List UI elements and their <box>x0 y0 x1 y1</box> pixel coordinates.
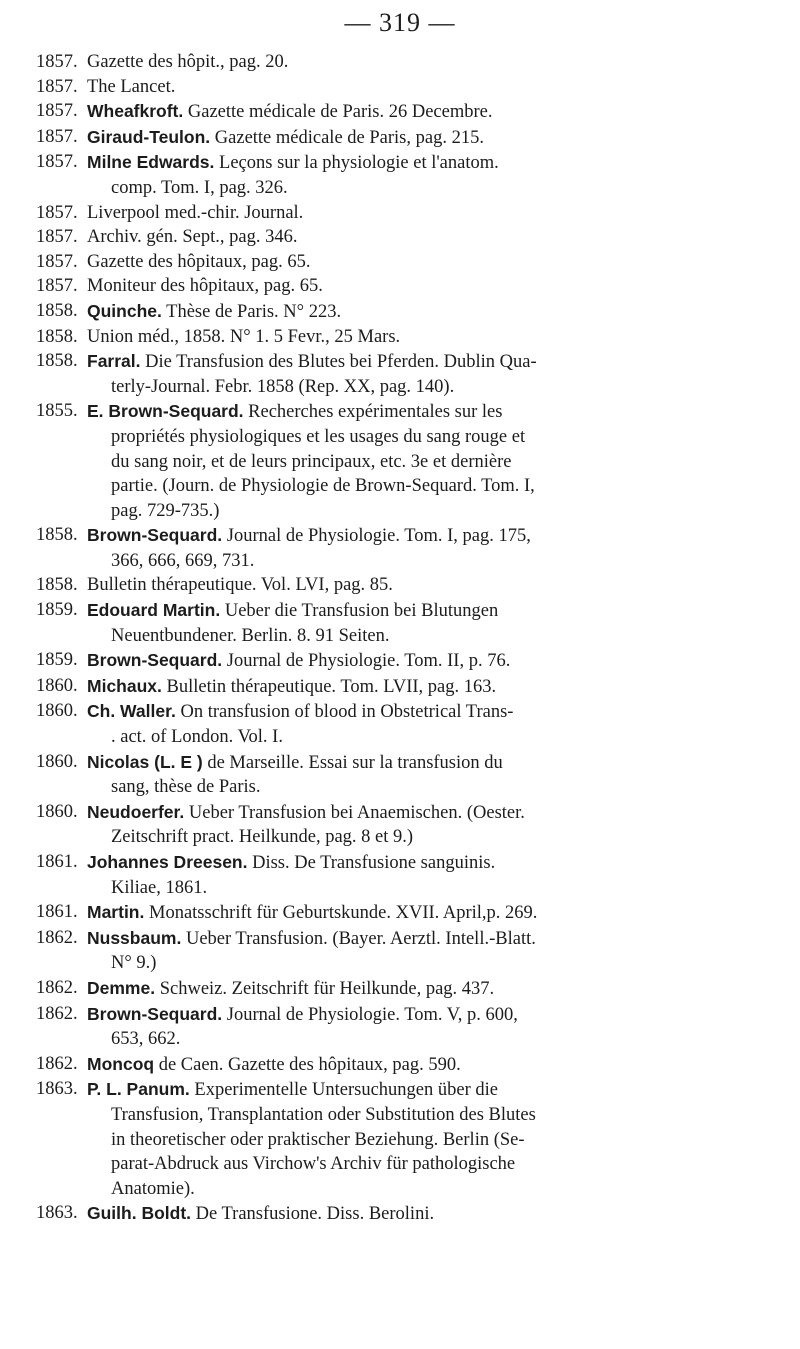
entry-line-text: The Lancet. <box>87 76 176 97</box>
entry-author: Brown-Sequard. <box>87 650 223 671</box>
entry-text <box>87 125 776 151</box>
entry-line-text: Journal de Physiologie. Tom. V, p. 600, <box>226 1004 518 1025</box>
bibliography-entry <box>36 800 776 850</box>
entry-line-text: 366, 666, 669, 731. <box>111 550 255 571</box>
entry-line <box>87 900 776 926</box>
entry-line <box>87 674 776 700</box>
entry-line <box>87 325 776 350</box>
entry-text <box>87 573 776 598</box>
entry-line <box>87 1201 776 1227</box>
entry-author: Brown-Sequard. <box>87 525 223 546</box>
entry-author: Ch. Waller. <box>87 701 176 722</box>
entry-line-text: du sang noir, et de leurs principaux, etc. 3e et dernière <box>111 451 512 472</box>
entry-line <box>87 125 776 151</box>
entry-line <box>87 1077 776 1103</box>
entry-year: 1858. <box>36 326 78 347</box>
entry-line-text: propriétés physiologiques et les usages du sang rouge et <box>111 426 526 447</box>
entry-line-text: Gazette médicale de Paris, pag. 215. <box>214 127 484 148</box>
entry-author: Edouard Martin. <box>87 600 221 621</box>
entry-author: Martin. <box>87 902 145 923</box>
entry-text <box>87 900 776 926</box>
bibliography-entry <box>36 699 776 749</box>
entry-text <box>87 1201 776 1227</box>
bibliography-entry <box>36 1002 776 1052</box>
bibliography-entry <box>36 850 776 900</box>
bibliography-entry <box>36 900 776 926</box>
bibliography-entry <box>36 750 776 800</box>
bibliography-entry <box>36 225 776 250</box>
entry-line <box>87 1128 776 1153</box>
entry-line <box>87 1103 776 1128</box>
entry-line <box>87 951 776 976</box>
page-number: — 319 — <box>344 8 456 37</box>
entry-author: Milne Edwards. <box>87 152 215 173</box>
entry-line-text: 653, 662. <box>111 1029 181 1050</box>
entry-year: 1863. <box>36 1203 78 1224</box>
entry-author: Brown-Sequard. <box>87 1003 223 1024</box>
entry-text <box>87 349 776 399</box>
entry-year: 1857. <box>36 251 78 272</box>
bibliography-entry <box>36 75 776 100</box>
entry-author: Johannes Dreesen. <box>87 852 248 872</box>
entry-text <box>87 50 776 75</box>
entry-line <box>87 1177 776 1202</box>
entry-line-text: Ueber Transfusion. (Bayer. Aerztl. Intell.-Blatt. <box>185 928 536 949</box>
entry-line-text: On transfusion of blood in Obstetrical Trans- <box>180 702 514 723</box>
entry-year: 1861. <box>36 852 78 872</box>
entry-line <box>87 176 776 201</box>
entry-line <box>87 800 776 826</box>
entry-line-text: Diss. De Transfusione sanguinis. <box>252 853 496 873</box>
bibliography-entry <box>36 648 776 674</box>
entry-line-text: Gazette des hôpitaux, pag. 65. <box>87 251 311 272</box>
bibliography-entry <box>36 99 776 125</box>
bibliography-entry <box>36 349 776 399</box>
entry-author: Nicolas (L. E ) <box>87 751 203 772</box>
entry-line <box>87 825 776 850</box>
entry-line <box>87 75 776 100</box>
entry-line-text: comp. Tom. I, pag. 326. <box>111 177 288 198</box>
entry-line <box>87 474 776 499</box>
entry-year: 1858. <box>36 525 78 546</box>
bibliography-entry <box>36 976 776 1002</box>
entry-text <box>87 75 776 100</box>
bibliography-entry <box>36 299 776 325</box>
entry-line <box>87 624 776 649</box>
bibliography-entry <box>36 201 776 226</box>
entry-line <box>87 225 776 250</box>
entry-line <box>87 250 776 275</box>
entry-year: 1859. <box>36 650 78 671</box>
entry-line-text: Leçons sur la physiologie et l'anatom. <box>219 153 499 174</box>
entry-year: 1858. <box>36 575 78 596</box>
entry-text <box>87 299 776 325</box>
entry-line <box>87 274 776 299</box>
entry-line-text: Kiliae, 1861. <box>111 877 208 898</box>
entry-line-text: Gazette des hôpit., pag. 20. <box>87 52 289 72</box>
entry-line-text: Experimentelle Untersuchungen über die <box>194 1080 498 1101</box>
entry-line-text: Bulletin thérapeutique. Vol. LVI, pag. 85. <box>87 575 393 596</box>
entry-line <box>87 926 776 952</box>
entry-author: Guilh. Boldt. <box>87 1203 192 1224</box>
entry-text <box>87 850 776 900</box>
entry-line <box>87 399 776 425</box>
entry-line <box>87 876 776 901</box>
entry-text <box>87 926 776 976</box>
entry-author: Farral. <box>87 351 141 372</box>
entry-year: 1857. <box>36 152 78 173</box>
bibliography-entry <box>36 598 776 648</box>
entry-year: 1862. <box>36 927 78 948</box>
entry-line <box>87 499 776 524</box>
entry-text <box>87 250 776 275</box>
entry-line-text: partie. (Journ. de Physiologie de Brown-Sequard. Tom. I, <box>111 476 535 497</box>
entry-author: Wheafkroft. <box>87 101 184 122</box>
bibliography-entry <box>36 50 776 75</box>
entry-line <box>87 1052 776 1078</box>
entry-year: 1860. <box>36 701 78 722</box>
entry-text <box>87 1077 776 1201</box>
entry-text <box>87 750 776 800</box>
entry-line <box>87 1027 776 1052</box>
entry-year: 1857. <box>36 126 78 147</box>
entry-line-text: Zeitschrift pract. Heilkunde, pag. 8 et 9.) <box>111 827 414 848</box>
entry-line <box>87 750 776 776</box>
entry-year: 1863. <box>36 1079 78 1100</box>
entry-year: 1857. <box>36 76 78 97</box>
entry-text <box>87 1052 776 1078</box>
bibliography-entry <box>36 926 776 976</box>
bibliography-list <box>36 50 776 1227</box>
entry-line <box>87 150 776 176</box>
entry-text <box>87 201 776 226</box>
entry-line <box>87 299 776 325</box>
bibliography-entry <box>36 674 776 700</box>
entry-line-text: de Marseille. Essai sur la transfusion du <box>207 752 503 773</box>
entry-year: 1857. <box>36 276 78 297</box>
entry-year: 1858. <box>36 351 78 372</box>
entry-line <box>87 725 776 750</box>
entry-year: 1860. <box>36 751 78 772</box>
entry-line-text: Transfusion, Transplantation oder Substitution des Blutes <box>111 1104 536 1125</box>
entry-author: Giraud-Teulon. <box>87 126 211 147</box>
entry-line <box>87 549 776 574</box>
entry-line <box>87 523 776 549</box>
entry-year: 1857. <box>36 101 78 122</box>
entry-line-text: Union méd., 1858. N° 1. 5 Fevr., 25 Mars. <box>87 326 401 347</box>
entry-line-text: Moniteur des hôpitaux, pag. 65. <box>87 276 323 297</box>
bibliography-entry <box>36 1201 776 1227</box>
entry-line-text: . act. of London. Vol. I. <box>111 727 283 748</box>
entry-line <box>87 850 776 876</box>
entry-text <box>87 699 776 749</box>
entry-line-text: Thèse de Paris. N° 223. <box>166 301 342 322</box>
entry-year: 1857. <box>36 202 78 223</box>
entry-text <box>87 399 776 523</box>
bibliography-entry <box>36 150 776 200</box>
entry-line-text: Journal de Physiologie. Tom. II, p. 76. <box>226 651 511 672</box>
entry-author: Nussbaum. <box>87 927 182 948</box>
entry-text <box>87 225 776 250</box>
entry-text <box>87 99 776 125</box>
entry-year: 1861. <box>36 902 78 923</box>
entry-year: 1857. <box>36 52 78 72</box>
bibliography-entry <box>36 1052 776 1078</box>
entry-line-text: Schweiz. Zeitschrift für Heilkunde, pag. 437. <box>159 978 495 999</box>
entry-line-text: Liverpool med.-chir. Journal. <box>87 202 304 223</box>
entry-line-text: N° 9.) <box>111 953 157 974</box>
entry-line <box>87 1152 776 1177</box>
entry-author: Neudoerfer. <box>87 801 185 822</box>
entry-line <box>87 450 776 475</box>
entry-line-text: Monatsschrift für Geburtskunde. XVII. April,p. 269. <box>149 903 538 924</box>
bibliography-entry <box>36 523 776 573</box>
entry-line-text: Neuentbundener. Berlin. 8. 91 Seiten. <box>111 625 390 646</box>
entry-line-text: terly-Journal. Febr. 1858 (Rep. XX, pag. 140). <box>111 376 455 397</box>
entry-line-text: in theoretischer oder praktischer Beziehung. Berlin (Se- <box>111 1129 525 1150</box>
entry-line-text: de Caen. Gazette des hôpitaux, pag. 590. <box>158 1054 461 1075</box>
entry-line <box>87 425 776 450</box>
bibliography-entry <box>36 125 776 151</box>
entry-author: Demme. <box>87 977 156 998</box>
entry-year: 1862. <box>36 1003 78 1024</box>
entry-line-text: parat-Abdruck aus Virchow's Archiv für pathologische <box>111 1154 516 1175</box>
entry-year: 1859. <box>36 600 78 621</box>
entry-line <box>87 99 776 125</box>
entry-year: 1860. <box>36 675 78 696</box>
entry-year: 1858. <box>36 300 78 321</box>
entry-line-text: De Transfusione. Diss. Berolini. <box>195 1204 435 1225</box>
entry-text <box>87 800 776 850</box>
bibliography-entry <box>36 399 776 523</box>
entry-line <box>87 1002 776 1028</box>
entry-line-text: Recherches expérimentales sur les <box>248 402 503 423</box>
entry-line <box>87 50 776 75</box>
entry-text <box>87 274 776 299</box>
bibliography-entry <box>36 325 776 350</box>
entry-line-text: Die Transfusion des Blutes bei Pferden. Dublin Qua- <box>145 352 537 373</box>
entry-line <box>87 375 776 400</box>
entry-author: E. Brown-Sequard. <box>87 401 244 422</box>
entry-line <box>87 775 776 800</box>
entry-text <box>87 976 776 1002</box>
entry-line <box>87 598 776 624</box>
entry-year: 1862. <box>36 1053 78 1074</box>
entry-line-text: Archiv. gén. Sept., pag. 346. <box>87 227 298 248</box>
entry-line-text: Bulletin thérapeutique. Tom. LVII, pag. 163. <box>166 676 497 697</box>
entry-line-text: Gazette médicale de Paris. 26 Decembre. <box>187 102 493 123</box>
entry-text <box>87 523 776 573</box>
entry-line <box>87 349 776 375</box>
entry-year: 1855. <box>36 401 78 422</box>
entry-year: 1860. <box>36 801 78 822</box>
bibliography-entry <box>36 274 776 299</box>
entry-line-text: Ueber die Transfusion bei Blutungen <box>224 601 499 622</box>
entry-text <box>87 598 776 648</box>
entry-year: 1862. <box>36 977 78 998</box>
entry-line <box>87 976 776 1002</box>
entry-line <box>87 699 776 725</box>
entry-text <box>87 674 776 700</box>
entry-author: P. L. Panum. <box>87 1079 190 1100</box>
entry-line-text: pag. 729-735.) <box>111 500 220 521</box>
entry-text <box>87 325 776 350</box>
entry-line <box>87 573 776 598</box>
entry-line-text: Anatomie). <box>111 1178 195 1199</box>
bibliography-entry <box>36 573 776 598</box>
entry-text <box>87 150 776 200</box>
entry-text <box>87 648 776 674</box>
entry-line-text: sang, thèse de Paris. <box>111 777 261 798</box>
entry-line-text: Ueber Transfusion bei Anaemischen. (Oester. <box>188 802 525 823</box>
entry-author: Quinche. <box>87 300 162 321</box>
entry-year: 1857. <box>36 227 78 248</box>
bibliography-entry <box>36 1077 776 1201</box>
entry-author: Michaux. <box>87 675 162 696</box>
bibliography-entry <box>36 250 776 275</box>
entry-line-text: Journal de Physiologie. Tom. I, pag. 175, <box>226 526 531 547</box>
entry-line <box>87 201 776 226</box>
entry-text <box>87 1002 776 1052</box>
entry-author: Moncoq <box>87 1053 155 1074</box>
entry-line <box>87 648 776 674</box>
